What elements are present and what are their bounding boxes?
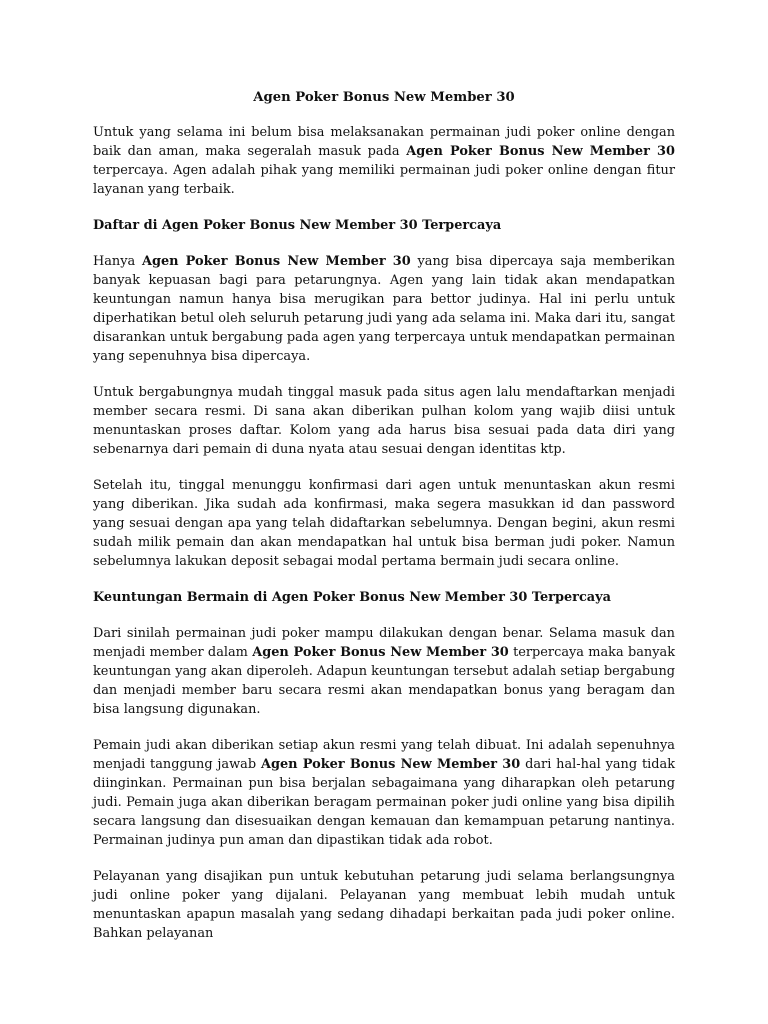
paragraph-1-text-a: Untuk yang selama ini belum bisa melaksanakan permainan judi poker online dengan baik dan aman, maka segeralah masuk pada	[93, 125, 675, 159]
paragraph-2-text-a: Hanya	[93, 254, 142, 269]
paragraph-3: Untuk bergabungnya mudah tinggal masuk pada situs agen lalu mendaftarkan menjadi member secara resmi. Di sana akan diberikan pulhan kolom yang wajib diisi untuk menuntaskan proses daftar. Kolom yang ada harus bisa sesuai pada data diri yang sebenarnya dari pemain di duna nyata atau sesuai dengan identitas ktp.	[93, 385, 675, 457]
paragraph-1-keyword: Agen Poker Bonus New Member 30	[406, 144, 675, 159]
paragraph-2	[93, 252, 675, 366]
paragraph-2-keyword: Agen Poker Bonus New Member 30	[141, 254, 411, 269]
paragraph-6-text-c: dari hal-hal yang tidak diinginkan. Permainan pun bisa berjalan sebagaimana yang diharapkan oleh petarung judi. Pemain juga akan diberikan beragam permainan poker judi online yang bisa dipilih secara langsung dan disesuaikan dengan kemauan dan kemampuan petarung nantinya. Permainan judinya pun aman dan dipastikan tidak ada robot.	[93, 757, 676, 848]
paragraph-1-text-c: terpercaya. Agen adalah pihak yang memiliki permainan judi poker online dengan fitur layanan yang terbaik.	[93, 163, 675, 197]
paragraph-4: Setelah itu, tinggal menunggu konfirmasi dari agen untuk menuntaskan akun resmi yang diberikan. Jika sudah ada konfirmasi, maka segera masukkan id dan password yang sesuai dengan apa yang telah didaftarkan sebelumnya. Dengan begini, akun resmi sudah milik pemain dan akan mendapatkan hal untuk bisa berman judi poker. Namun sebelumnya lakukan deposit sebagai modal pertama bermain judi secara online.	[93, 478, 675, 569]
paragraph-5-text-a: Dari sinilah permainan judi poker mampu dilakukan dengan benar. Selama masuk dan menjadi member dalam	[93, 626, 675, 660]
paragraph-1	[93, 123, 675, 199]
paragraph-6	[93, 736, 675, 850]
paragraph-6-keyword: Agen Poker Bonus New Member 30	[260, 757, 521, 772]
section-heading-keuntungan: Keuntungan Bermain di Agen Poker Bonus New Member 30 Terpercaya	[93, 590, 611, 605]
paragraph-6-text-a: Pemain judi akan diberikan setiap akun resmi yang telah dibuat. Ini adalah sepenuhnya menjadi tanggung jawab	[93, 738, 675, 772]
paragraph-2-text-c: yang bisa dipercaya saja memberikan banyak kepuasan bagi para petarungnya. Agen yang lain tidak akan mendapatkan keuntungan namun hanya bisa merugikan para bettor judinya. Hal ini perlu untuk diperhatikan betul oleh seluruh petarung judi yang ada selama ini. Maka dari itu, sangat disarankan untuk bergabung pada agen yang terpercaya untuk mendapatkan permainan yang sepenuhnya bisa dipercaya.	[93, 254, 676, 364]
section-heading-daftar: Daftar di Agen Poker Bonus New Member 30 Terpercaya	[93, 218, 502, 233]
paragraph-7: Pelayanan yang disajikan pun untuk kebutuhan petarung judi selama berlangsungnya judi online poker yang dijalani. Pelayanan yang membuat lebih mudah untuk menuntaskan apapun masalah yang sedang dihadapi berkaitan pada judi poker online. Bahkan pelayanan	[93, 869, 675, 941]
paragraph-5-keyword: Agen Poker Bonus New Member 30	[252, 645, 509, 660]
paragraph-5-text-c: terpercaya maka banyak keuntungan yang akan diperoleh. Adapun keuntungan tersebut adalah setiap bergabung dan menjadi member baru secara resmi akan mendapatkan bonus yang beragam dan bisa langsung digunakan.	[93, 645, 676, 717]
paragraph-5	[93, 624, 675, 719]
document-title: Agen Poker Bonus New Member 30	[253, 90, 515, 105]
